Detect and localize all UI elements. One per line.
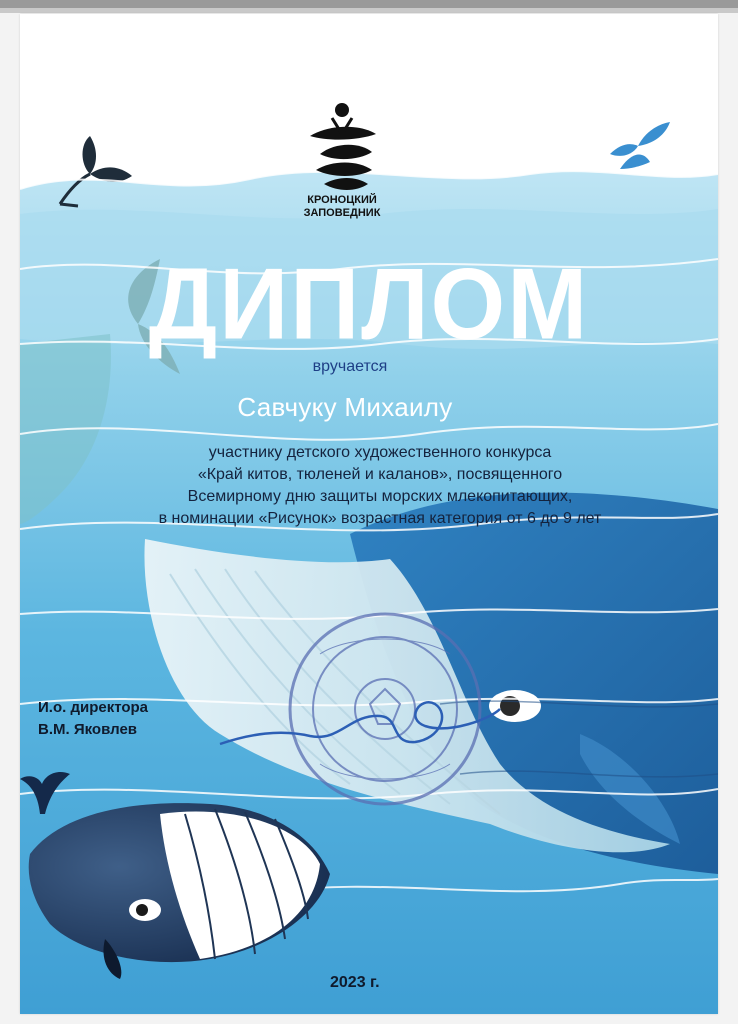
description-line: Всемирному дню защиты морских млекопитающих, xyxy=(187,488,573,505)
description-line: «Край китов, тюленей и каланов», посвященного xyxy=(197,466,563,483)
scan-edge-shadow xyxy=(0,8,738,13)
award-description xyxy=(80,442,680,530)
reserve-logo-text xyxy=(282,194,402,220)
logo-line-1: КРОНОЦКИЙ xyxy=(307,194,377,206)
awarded-label: вручается xyxy=(312,358,388,375)
diploma-year: 2023 г. xyxy=(330,974,380,991)
director-name: В.М. Яковлев xyxy=(38,721,138,738)
description-line: участнику детского художественного конкурса xyxy=(208,444,552,461)
director-block xyxy=(38,697,148,741)
logo-line-2: ЗАПОВЕДНИК xyxy=(303,207,381,219)
diploma-sheet xyxy=(20,14,718,1014)
director-position: И.о. директора xyxy=(38,699,149,716)
top-right-tail xyxy=(610,122,670,169)
diploma-title: ДИПЛОМ xyxy=(148,248,590,361)
recipient-name: Савчуку Михаилу xyxy=(237,392,453,422)
description-line: в номинации «Рисунок» возрастная категория от 6 до 9 лет xyxy=(158,510,602,527)
scan-edge xyxy=(0,0,738,8)
